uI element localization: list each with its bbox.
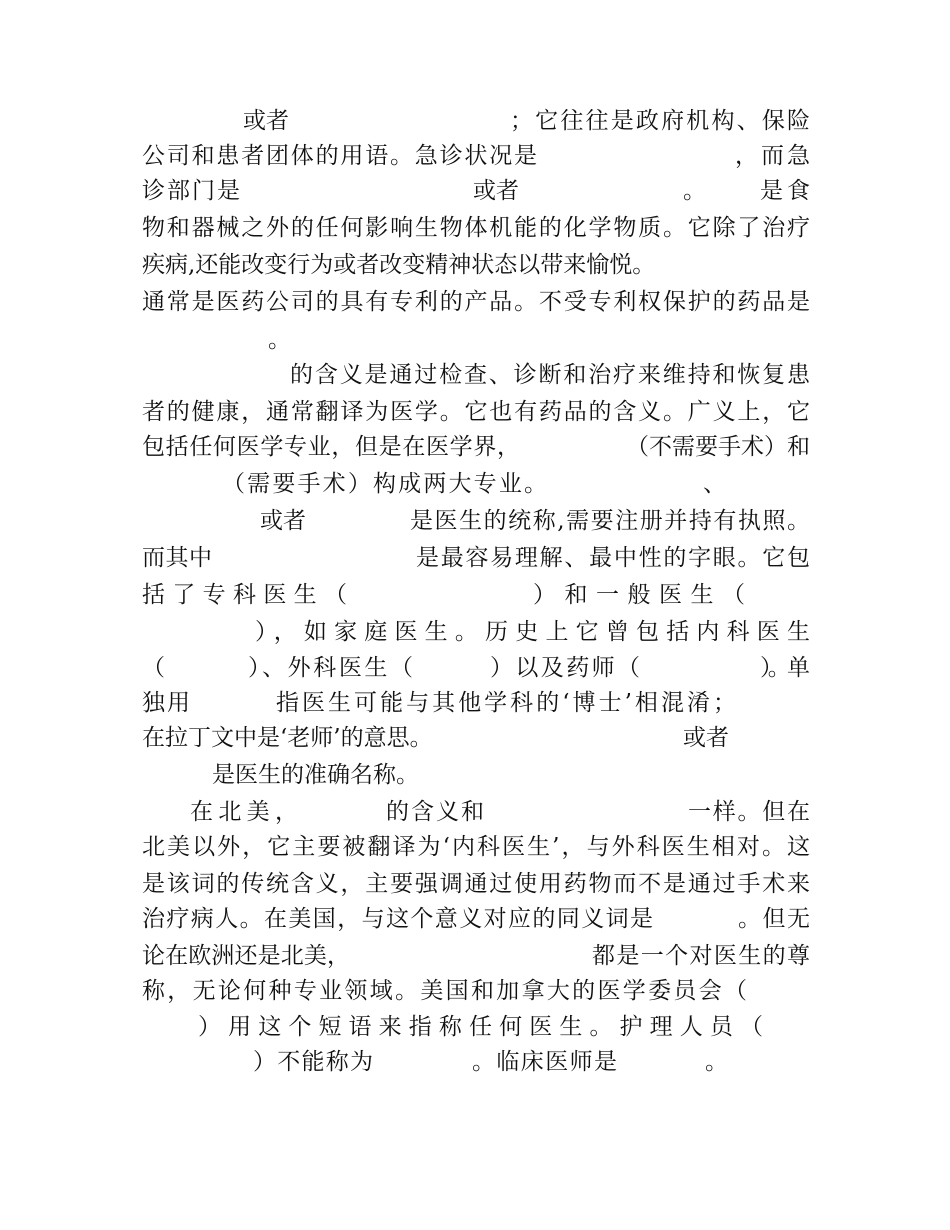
text-line: 是最容易理解、最中性的字眼。它包 <box>416 545 812 571</box>
text-line: （需要手术）构成两大专业。 <box>222 471 550 497</box>
text-line: ），如家庭医生。历史上它曾包括内科医生 <box>255 619 818 645</box>
text-line: 公司和患者团体的用语。急诊状况是 <box>142 143 539 169</box>
text-line: 独用 <box>142 690 192 716</box>
text-line: 包括任何医学专业，但是在医学界， <box>142 434 521 460</box>
text-line: 称，无论何种专业领域。美国和加拿大的医学委员会（ <box>142 978 750 1004</box>
text-line: 都是一个对医生的尊 <box>592 943 812 969</box>
text-line: 是医生的统称,需要注册并持有执照。 <box>410 508 812 534</box>
text-line: （不需要手术）和 <box>626 434 810 460</box>
text-line: 的含义是通过检查、诊断和治疗来维持和恢复患 <box>290 362 812 388</box>
text-line: 是医生的准确名称。 <box>212 762 419 788</box>
text-line: 治疗病人。在美国，与这个意义对应的同义词是 <box>142 906 655 932</box>
text-line: 或者 <box>243 108 289 134</box>
text-line: 在北美， <box>190 799 304 825</box>
text-line: 者的健康，通常翻译为医学。它也有药品的含义。广义上，它 <box>142 399 812 425</box>
text-line: ，而急 <box>735 143 813 169</box>
text-line: 是食 <box>760 178 814 204</box>
text-line: ；它往往是政府机构、保险 <box>510 108 813 134</box>
text-line: 、 <box>703 471 726 497</box>
text-line: 物和器械之外的任何影响生物体机能的化学物质。它除了治疗 <box>142 215 812 241</box>
text-line: 。 <box>268 327 291 353</box>
text-line: ）以及药师（ <box>490 655 643 681</box>
text-line: 北美以外，它主要被翻译为‘内科医生’，与外科医生相对。这 <box>142 834 813 860</box>
text-line: ）和一般医生（ <box>533 582 754 608</box>
text-line: ）。单 <box>760 655 807 681</box>
text-line: ）、外科医生（ <box>248 655 416 681</box>
text-line: 诊部门是 <box>142 178 242 204</box>
text-line: 的含义和 <box>386 799 486 825</box>
text-line: （ <box>142 655 165 681</box>
text-line: 疾病,还能改变行为或者改变精神状态以带来愉悦。 <box>142 252 656 278</box>
text-line: 或者 <box>260 508 306 534</box>
text-line: 而其中 <box>142 545 213 571</box>
text-line: 指医生可能与其他学科的‘博士’相混淆； <box>276 690 740 716</box>
text-line: ）不能称为 <box>253 1049 375 1075</box>
text-line: 。 <box>683 178 706 204</box>
text-line: 。临床医师是 <box>472 1049 619 1075</box>
text-line: 在拉丁文中是‘老师’的意思。 <box>142 725 433 751</box>
text-line: 通常是医药公司的具有专利的产品。不受专利权保护的药品是 <box>142 289 812 315</box>
text-line: 论在欧洲还是北美， <box>142 943 351 969</box>
text-line: 或者 <box>473 178 519 204</box>
text-line: 。但无 <box>738 906 812 932</box>
text-line: 。 <box>705 1049 728 1075</box>
text-line: 括了专科医生（ <box>142 582 355 608</box>
text-line: 或者 <box>683 725 729 751</box>
text-line: ）用这个短语来指称任何医生。护理人员（ <box>198 1014 771 1040</box>
text-line: 是该词的传统含义，主要强调通过使用药物而不是通过手术来 <box>142 871 812 897</box>
text-line: 一样。但在 <box>688 799 812 825</box>
